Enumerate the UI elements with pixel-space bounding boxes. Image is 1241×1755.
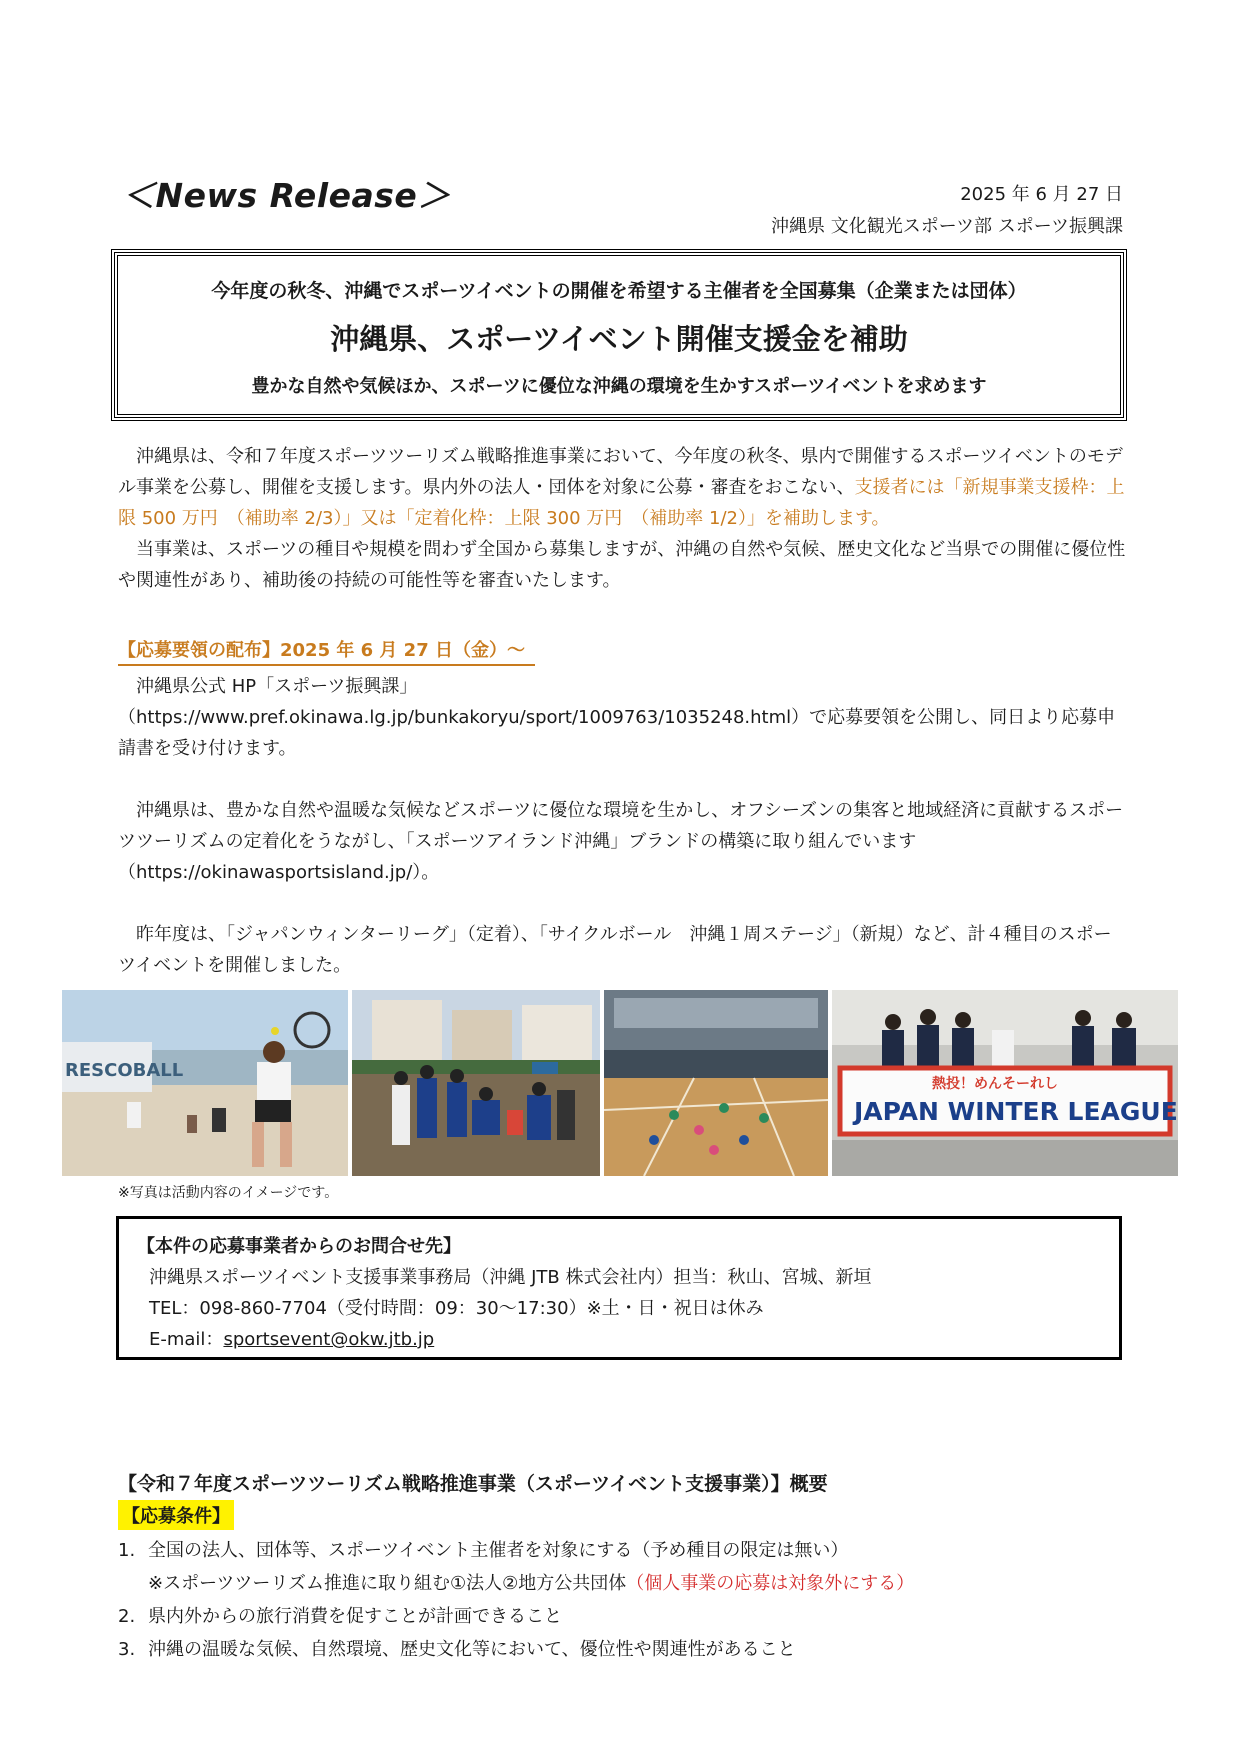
department-name: 沖縄県 文化観光スポーツ部 スポーツ振興課 xyxy=(770,216,1123,237)
conditions-list xyxy=(118,1534,1128,1666)
photo-strip xyxy=(62,990,1178,1176)
note-text-red: （個人事業の応募は対象外にする） xyxy=(626,1573,915,1594)
paragraph-last-year: 昨年度は、「ジャパンウィンターリーグ」（定着）、「サイクルボール 沖縄１周ステージ」（新規）など、計４種目のスポーツイベントを開催しました。 xyxy=(118,924,1112,976)
summary-title: 【令和７年度スポーツツーリズム戦略推進事業（スポーツイベント支援事業）】概要 xyxy=(118,1473,828,1495)
contact-office: 沖縄県スポーツイベント支援事業事務局（沖縄 JTB 株式会社内）担当：秋山、宮城、新垣 xyxy=(149,1267,872,1288)
list-item-text: 県内外からの旅行消費を促すことが計画できること xyxy=(148,1606,562,1627)
headline-subhead: 今年度の秋冬、沖縄でスポーツイベントの開催を希望する主催者を全国募集（企業または団体） xyxy=(211,280,1027,302)
photo-gymnasium xyxy=(604,990,828,1176)
distribution-section-head: 【応募要領の配布】2025 年 6 月 27 日（金）～ xyxy=(118,638,535,666)
headline-title: 沖縄県、スポーツイベント開催支援金を補助 xyxy=(330,322,908,356)
headline-box xyxy=(114,252,1124,418)
contact-box xyxy=(116,1216,1122,1360)
photo-winter-league xyxy=(832,990,1178,1176)
intro-text: 沖縄県は、令和７年度スポーツツーリズム戦略推進事業において、今年度の秋冬、県内で開催するスポーツイベントのモデル事業を公募し、開催を支援します。県内外の法人・団体を対象に公募・審査をおこない、 xyxy=(118,446,1123,498)
list-item-number: 2. xyxy=(118,1606,136,1627)
list-item-number: 3. xyxy=(118,1639,136,1660)
photo-caption: ※写真は活動内容のイメージです。 xyxy=(118,1185,339,1201)
paragraph-criteria: 当事業は、スポーツの種目や規模を問わず全国から募集しますが、沖縄の自然や気候、歴史文化など当県での開催に優位性や関連性があり、補助後の持続の可能性等を審査いたします。 xyxy=(118,539,1126,591)
intro-highlight: 支援者には「新規事業支援枠：上限 500 万円 （補助率 2/3）」又は「定着化枠：上限 300 万円 （補助率 1/2）」を補助します。 xyxy=(118,477,1125,529)
contact-email-line xyxy=(137,1324,1101,1355)
headline-lead: 豊かな自然や気候ほか、スポーツに優位な沖縄の環境を生かすスポーツイベントを求めます xyxy=(251,376,987,397)
conditions-label: 【応募条件】 xyxy=(118,1500,234,1530)
email-link[interactable]: sportsevent@okw.jtb.jp xyxy=(223,1329,435,1350)
list-item-text: 全国の法人、団体等、スポーツイベント主催者を対象にする（予め種目の限定は無い） xyxy=(148,1540,849,1561)
banner-top-text: 熱投！めんそーれし xyxy=(932,1076,1058,1092)
list-item xyxy=(118,1600,1128,1633)
hp-line: 沖縄県公式 HP「スポーツ振興課」 xyxy=(136,676,418,697)
email-label: E-mail： xyxy=(149,1329,224,1350)
list-item xyxy=(118,1534,1128,1567)
list-item-number: 1. xyxy=(118,1540,136,1561)
note-text: ※スポーツツーリズム推進に取り組む①法人②地方公共団体 xyxy=(148,1573,627,1594)
list-item xyxy=(118,1633,1128,1666)
beach-sign-text: RESCOBALL xyxy=(65,1060,184,1081)
photo-baseball xyxy=(352,990,600,1176)
contact-tel: TEL：098-860-7704（受付時間：09：30～17:30）※土・日・祝日は休み xyxy=(149,1298,764,1319)
list-item-note xyxy=(118,1567,1128,1600)
paragraph-intro xyxy=(118,441,1126,534)
news-release-label: ＜News Release＞ xyxy=(122,176,451,215)
list-item-text: 沖縄の温暖な気候、自然環境、歴史文化等において、優位性や関連性があること xyxy=(148,1639,796,1660)
release-date: 2025 年 6 月 27 日 xyxy=(960,184,1123,205)
banner-main-text: JAPAN WINTER LEAGUE xyxy=(854,1097,1178,1126)
paragraph-url[interactable]: （https://www.pref.okinawa.lg.jp/bunkakoryu/sport/1009763/1035248.html）で応募要領を公開し、同日より応募申請書を受け付けます。 xyxy=(118,707,1116,759)
paragraph-sports-island: 沖縄県は、豊かな自然や温暖な気候などスポーツに優位な環境を生かし、オフシーズンの集客と地域経済に貢献するスポーツツーリズムの定着化をうながし、「スポーツアイランド沖縄」ブランドの構築に取り組んでいます（https://okinawasportsisland.jp/）。 xyxy=(118,800,1124,883)
contact-title: 【本件の応募事業者からのお問合せ先】 xyxy=(137,1236,461,1257)
photo-beach-tennis xyxy=(62,990,348,1176)
